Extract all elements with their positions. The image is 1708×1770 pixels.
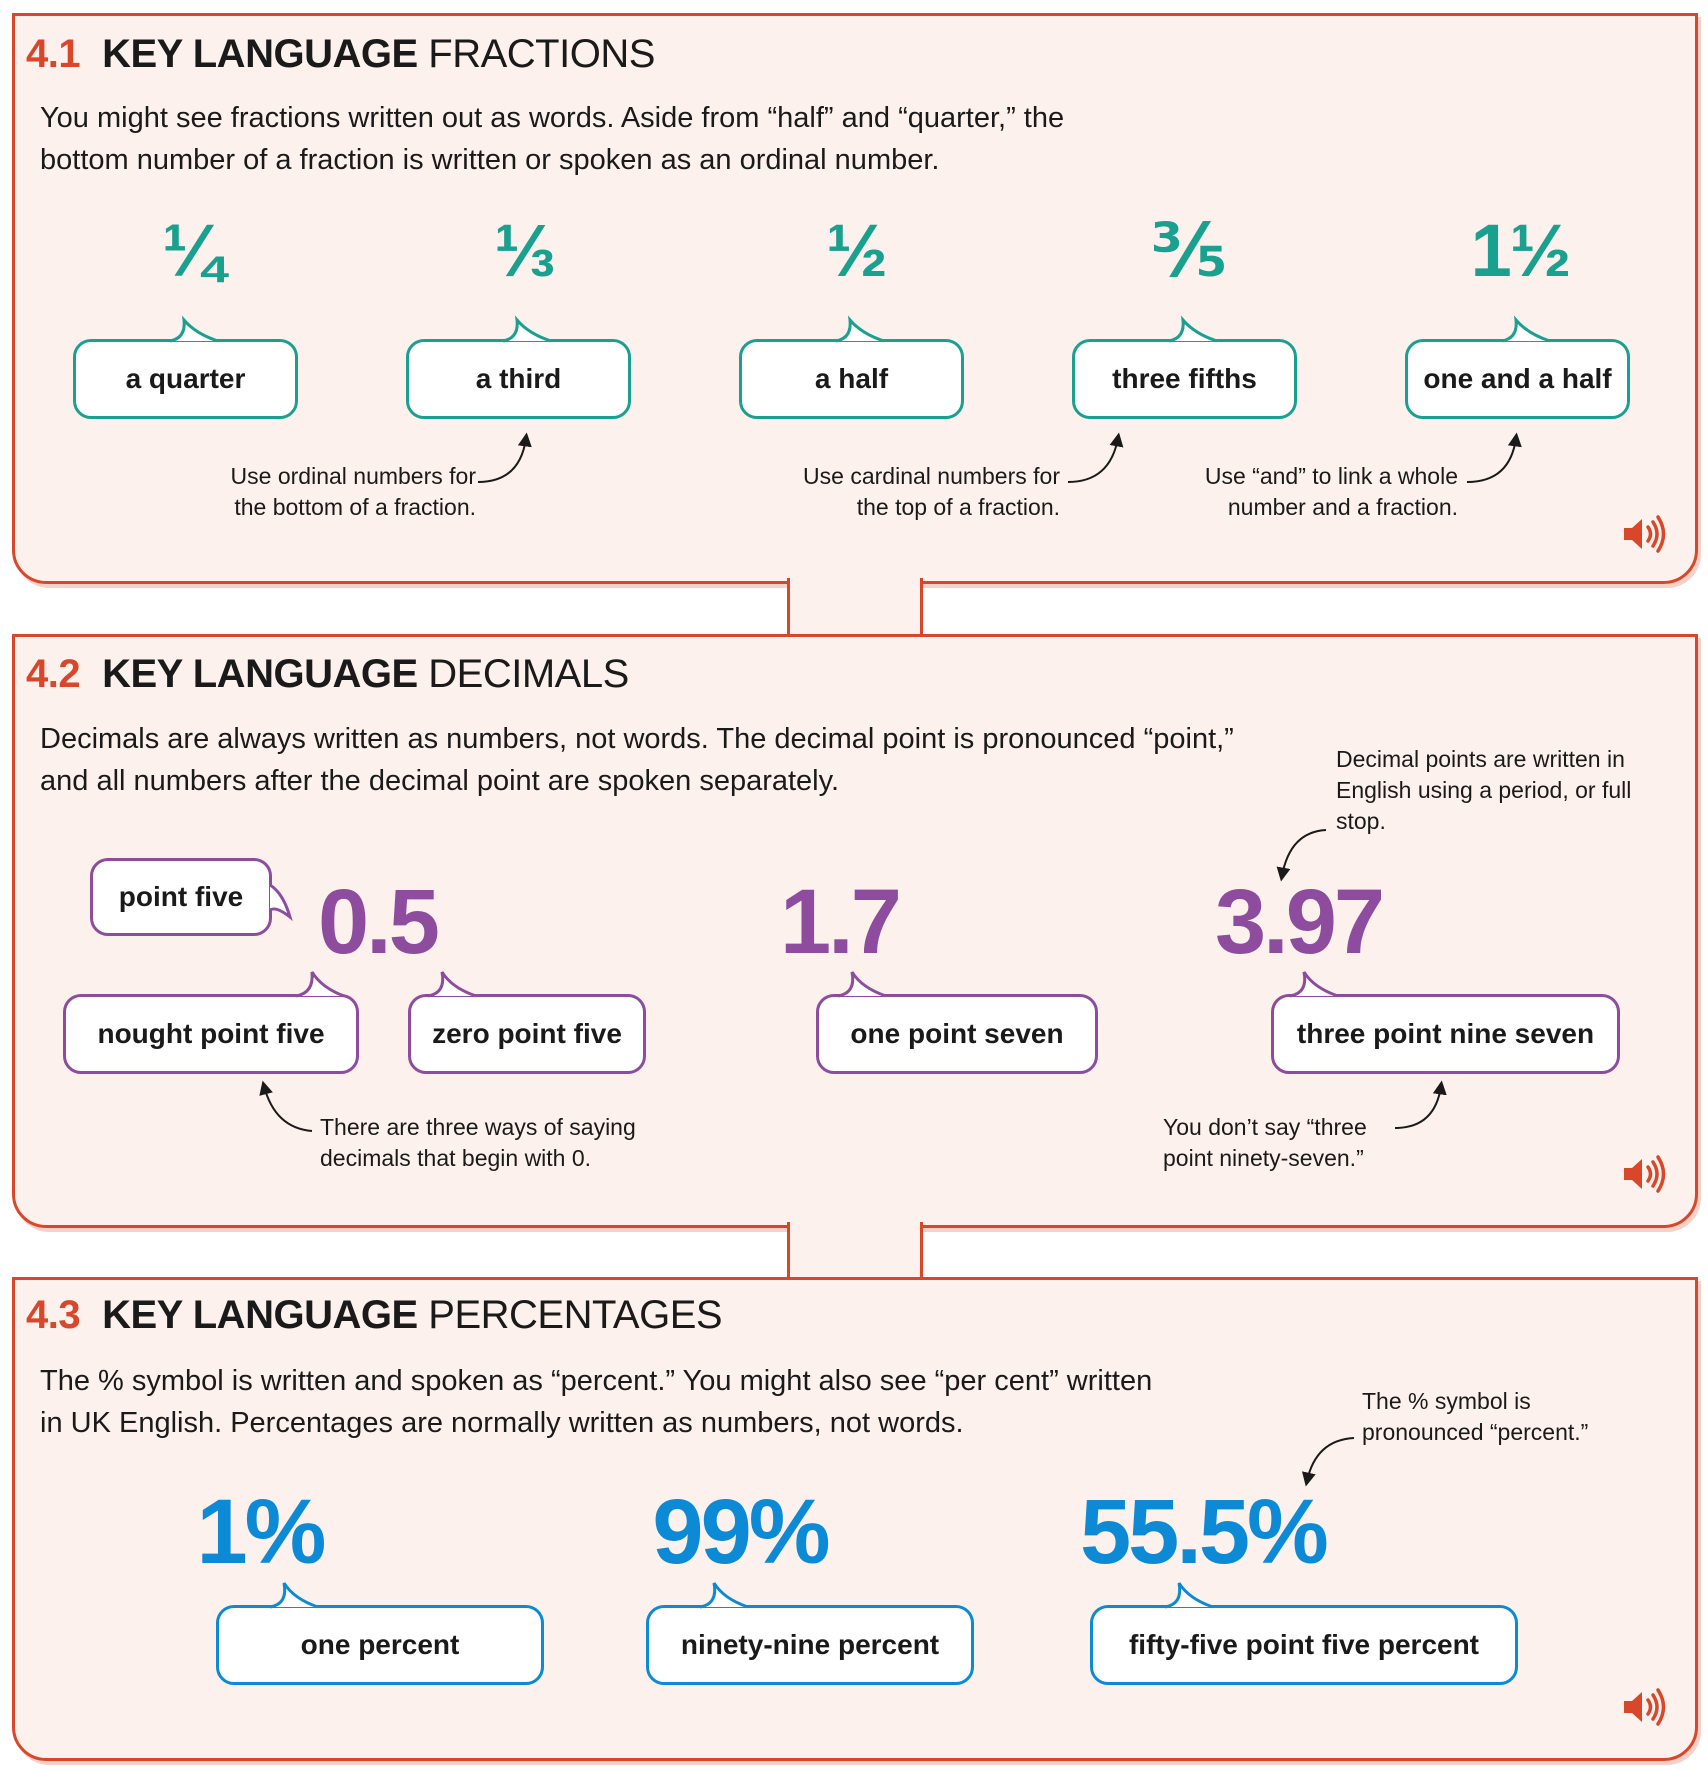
fraction-words-bubble: three fifths [1072,339,1297,419]
decimal-words-bubble: three point nine seven [1271,994,1620,1074]
annotation-arrow [264,438,1516,1481]
fraction-symbol: ½ [826,209,886,292]
fraction-words-bubble: a half [739,339,964,419]
annotation-cardinal: Use cardinal numbers for the top of a fraction. [803,463,1060,520]
bubble-tail [170,320,1550,341]
bubble-tail [270,885,1338,996]
annotation-period: Decimal points are written in English using a period, or full stop. [1336,746,1632,834]
decimal-symbol: 0.5 [318,871,437,973]
fraction-symbol: 1½ [1470,209,1570,292]
percentages-intro: The % symbol is written and spoken as “percent.” You might also see “per cent” written in UK English. Percentages are normally written as numbers, not words. [40,1365,1153,1439]
annotation-three-ways: There are three ways of saying decimals that begin with 0. [320,1114,636,1171]
fraction-symbol: ¼ [162,209,222,292]
decimal-words-bubble: nought point five [63,994,359,1074]
annotation-ordinal: Use ordinal numbers for the bottom of a fraction. [230,463,476,520]
fraction-words-bubble: a quarter [73,339,298,419]
percentage-symbol: 55.5% [1080,1481,1326,1583]
percentage-symbol: 1% [196,1481,324,1583]
section-number: 4.1 [26,32,81,76]
section-topic: FRACTIONS [428,32,655,76]
decimal-symbol: 1.7 [780,871,899,973]
annotation-and: Use “and” to link a whole number and a fraction. [1204,463,1458,520]
decimal-words-bubble: point five [90,858,272,936]
percentage-words-bubble: ninety-nine percent [646,1605,974,1685]
fraction-words-bubble: a third [406,339,631,419]
annotation-not-ninety: You don’t say “three point ninety-seven.” [1163,1114,1367,1171]
section-topic: DECIMALS [428,652,629,696]
annotation-percent-symbol: The % symbol is pronounced “percent.” [1362,1388,1589,1445]
decimal-symbol: 3.97 [1215,871,1383,973]
bubble-tail [270,1583,1213,1607]
key-language-label: KEY LANGUAGE [102,652,418,696]
fraction-words-bubble: one and a half [1405,339,1630,419]
key-language-label: KEY LANGUAGE [102,32,418,76]
percentage-symbol: 99% [652,1481,828,1583]
key-language-label: KEY LANGUAGE [102,1293,418,1337]
decimal-words-bubble: one point seven [816,994,1098,1074]
decimals-intro: Decimals are always written as numbers, not words. The decimal point is pronounced “point,” and all numbers after the decimal point are spoken separately. [40,723,1234,797]
decimal-words-bubble: zero point five [408,994,646,1074]
fractions-intro: You might see fractions written out as words. Aside from “half” and “quarter,” the bottom number of a fraction is written or spoken as an ordinal number. [40,102,1065,176]
section-number: 4.3 [26,1293,81,1337]
fraction-symbol: ⅓ [494,209,554,292]
percentage-words-bubble: fifty-five point five percent [1090,1605,1518,1685]
percentage-words-bubble: one percent [216,1605,544,1685]
section-topic: PERCENTAGES [428,1293,723,1337]
fraction-symbol: ⅗ [1150,209,1226,292]
section-number: 4.2 [26,652,81,696]
